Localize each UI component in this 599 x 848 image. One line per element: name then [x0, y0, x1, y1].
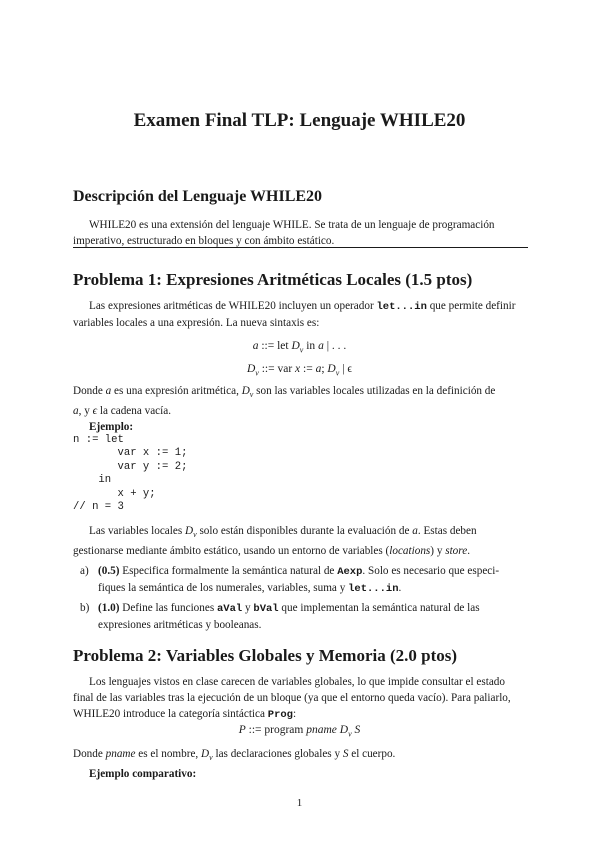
math-subscript: v: [348, 729, 352, 739]
item-b-label: b): [80, 602, 90, 614]
points: (0.5): [98, 565, 120, 577]
text: :: [292, 708, 297, 720]
math-text: :=: [300, 363, 316, 375]
text: gestionarse mediante ámbito estático, usando un entorno de variables (: [73, 545, 390, 558]
term: locations: [389, 545, 431, 558]
syntax-equation-aexp: [0, 340, 599, 354]
code-inline: Aexp: [337, 566, 363, 578]
text: que implementan la semántica natural de las: [278, 602, 480, 614]
intro-text: que permite definir: [426, 300, 516, 312]
text: las declaraciones globales y: [212, 748, 343, 760]
math-text: ;: [321, 363, 328, 375]
math-var: S: [354, 724, 361, 736]
text: Especifica formalmente la semántica natural de: [119, 565, 338, 577]
problem-2-line-2: final de las variables tras la ejecución de un bloque (ya que el entorno queda vacío). Para paliarlo,: [73, 692, 511, 704]
code-inline: aVal: [216, 603, 243, 615]
code-inline: Prog: [267, 709, 293, 721]
where-line-2: [73, 403, 528, 419]
document-title: Examen Final TLP: Lenguaje WHILE20: [133, 110, 466, 131]
math-subscript: v: [193, 530, 197, 540]
locals-line-2: [73, 543, 528, 559]
section-divider: [73, 247, 528, 248]
comparative-example-label: Ejemplo comparativo:: [89, 768, 197, 781]
math-var: a: [318, 340, 324, 352]
example-label: Ejemplo:: [89, 421, 134, 434]
item-a-line-1: [98, 563, 528, 580]
math-text: in: [303, 340, 319, 352]
intro-text: Las expresiones aritméticas de WHILE20 incluyen un operador: [89, 300, 377, 312]
text: Donde: [73, 748, 106, 760]
math-var: pname: [105, 748, 136, 760]
code-inline: let...in: [348, 583, 399, 595]
text: el cuerpo.: [348, 748, 396, 760]
math-subscript: v: [335, 368, 340, 378]
math-var: pname: [306, 724, 337, 736]
text: Donde: [73, 385, 106, 397]
text: . Solo es necesario que especi-: [362, 565, 500, 577]
problem-1-intro: [73, 298, 528, 331]
page-number: 1: [296, 797, 303, 809]
item-b-line-2: expresiones aritméticas y booleanas.: [98, 619, 262, 631]
let-in-code: let...in: [376, 301, 427, 313]
problem-2-where: [73, 746, 528, 782]
math-var: a: [315, 363, 322, 375]
locals-paragraph: [73, 523, 528, 559]
text: ) y: [430, 545, 446, 558]
item-b-line-1: [98, 600, 528, 617]
where-line: [73, 746, 528, 766]
math-var: a: [105, 385, 112, 397]
description-line-1: WHILE20 es una extensión del lenguaje WHILE. Se trata de un lenguaje de programación: [89, 219, 495, 231]
text: es el nombre,: [135, 748, 202, 760]
item-b: [98, 600, 528, 633]
problem-1-intro-line-2: variables locales a una expresión. La nueva sintaxis es:: [73, 317, 320, 329]
code-line: in: [73, 474, 112, 487]
text: Las variables locales: [89, 525, 185, 537]
code-inline: bVal: [253, 603, 279, 615]
math-var: D: [327, 363, 336, 375]
math-var: a: [252, 340, 259, 352]
item-a: [98, 563, 528, 597]
locals-line-1: [73, 523, 528, 543]
points: (1.0): [98, 602, 120, 614]
text: fiques la semántica de los numerales, variables, suma y: [98, 582, 349, 594]
math-var: P: [238, 724, 246, 736]
math-subscript: v: [255, 368, 259, 378]
section-heading-description: Descripción del Lenguaje WHILE20: [73, 188, 323, 205]
text: es una expresión aritmética,: [111, 385, 242, 397]
math-var: S: [342, 748, 349, 760]
math-var: D: [241, 385, 250, 397]
math-var: ϵ: [92, 405, 98, 418]
code-line: x + y;: [73, 487, 156, 500]
math-var: D: [184, 525, 194, 537]
code-line: n := let: [73, 434, 124, 446]
math-subscript: v: [299, 345, 304, 355]
item-a-line-2: [98, 580, 528, 597]
math-var: D: [246, 363, 256, 375]
text: , y: [78, 405, 93, 418]
math-var: a: [412, 525, 418, 537]
description-line-2: imperativo, estructurado en bloques y con ámbito estático.: [73, 235, 335, 247]
text: son las variables locales utilizadas en la definición de: [253, 385, 496, 397]
math-text: | . . .: [323, 340, 347, 352]
text: solo están disponibles durante la evaluación de: [196, 525, 413, 537]
where-line-1: [73, 383, 528, 403]
math-subscript: v: [209, 753, 213, 763]
syntax-equation-prog: [0, 724, 599, 738]
code-line: // n = 3: [73, 501, 124, 514]
text: . Estas deben: [417, 525, 477, 537]
math-var: D: [339, 724, 349, 736]
math-text: ::= let: [258, 340, 292, 352]
description-paragraph: [73, 217, 528, 249]
term: store: [445, 545, 468, 558]
code-line: var y := 2;: [73, 460, 188, 473]
problem-1-heading: Problema 1: Expresiones Aritméticas Locales (1.5 ptos): [73, 270, 473, 289]
math-var: a: [73, 405, 79, 418]
problem-2-intro: [73, 674, 528, 723]
text: .: [467, 545, 470, 558]
text: Define las funciones: [119, 602, 217, 614]
syntax-equation-dv: [0, 363, 599, 377]
math-var: D: [291, 340, 300, 352]
text: .: [398, 582, 402, 594]
math-text: | ϵ: [339, 363, 353, 375]
math-var: D: [201, 748, 210, 760]
math-text: ::= var: [258, 363, 296, 375]
problem-2-heading: Problema 2: Variables Globales y Memoria (2.0 ptos): [73, 646, 458, 665]
text: y: [242, 602, 254, 614]
problem-2-line-3: [73, 706, 528, 723]
code-example: [73, 434, 187, 514]
code-line: var x := 1;: [73, 447, 188, 460]
text: la cadena vacía.: [97, 405, 172, 418]
item-a-label: a): [80, 565, 89, 577]
problem-1-where: [73, 383, 528, 435]
math-text: ::= program: [245, 724, 307, 736]
problem-1-intro-line-1: [73, 298, 528, 315]
problem-2-line-1: Los lenguajes vistos en clase carecen de variables globales, lo que impide consultar el estado: [89, 676, 505, 688]
math-var: x: [295, 363, 301, 375]
text: WHILE20 introduce la categoría sintáctica: [73, 708, 268, 720]
math-subscript: v: [249, 390, 254, 400]
